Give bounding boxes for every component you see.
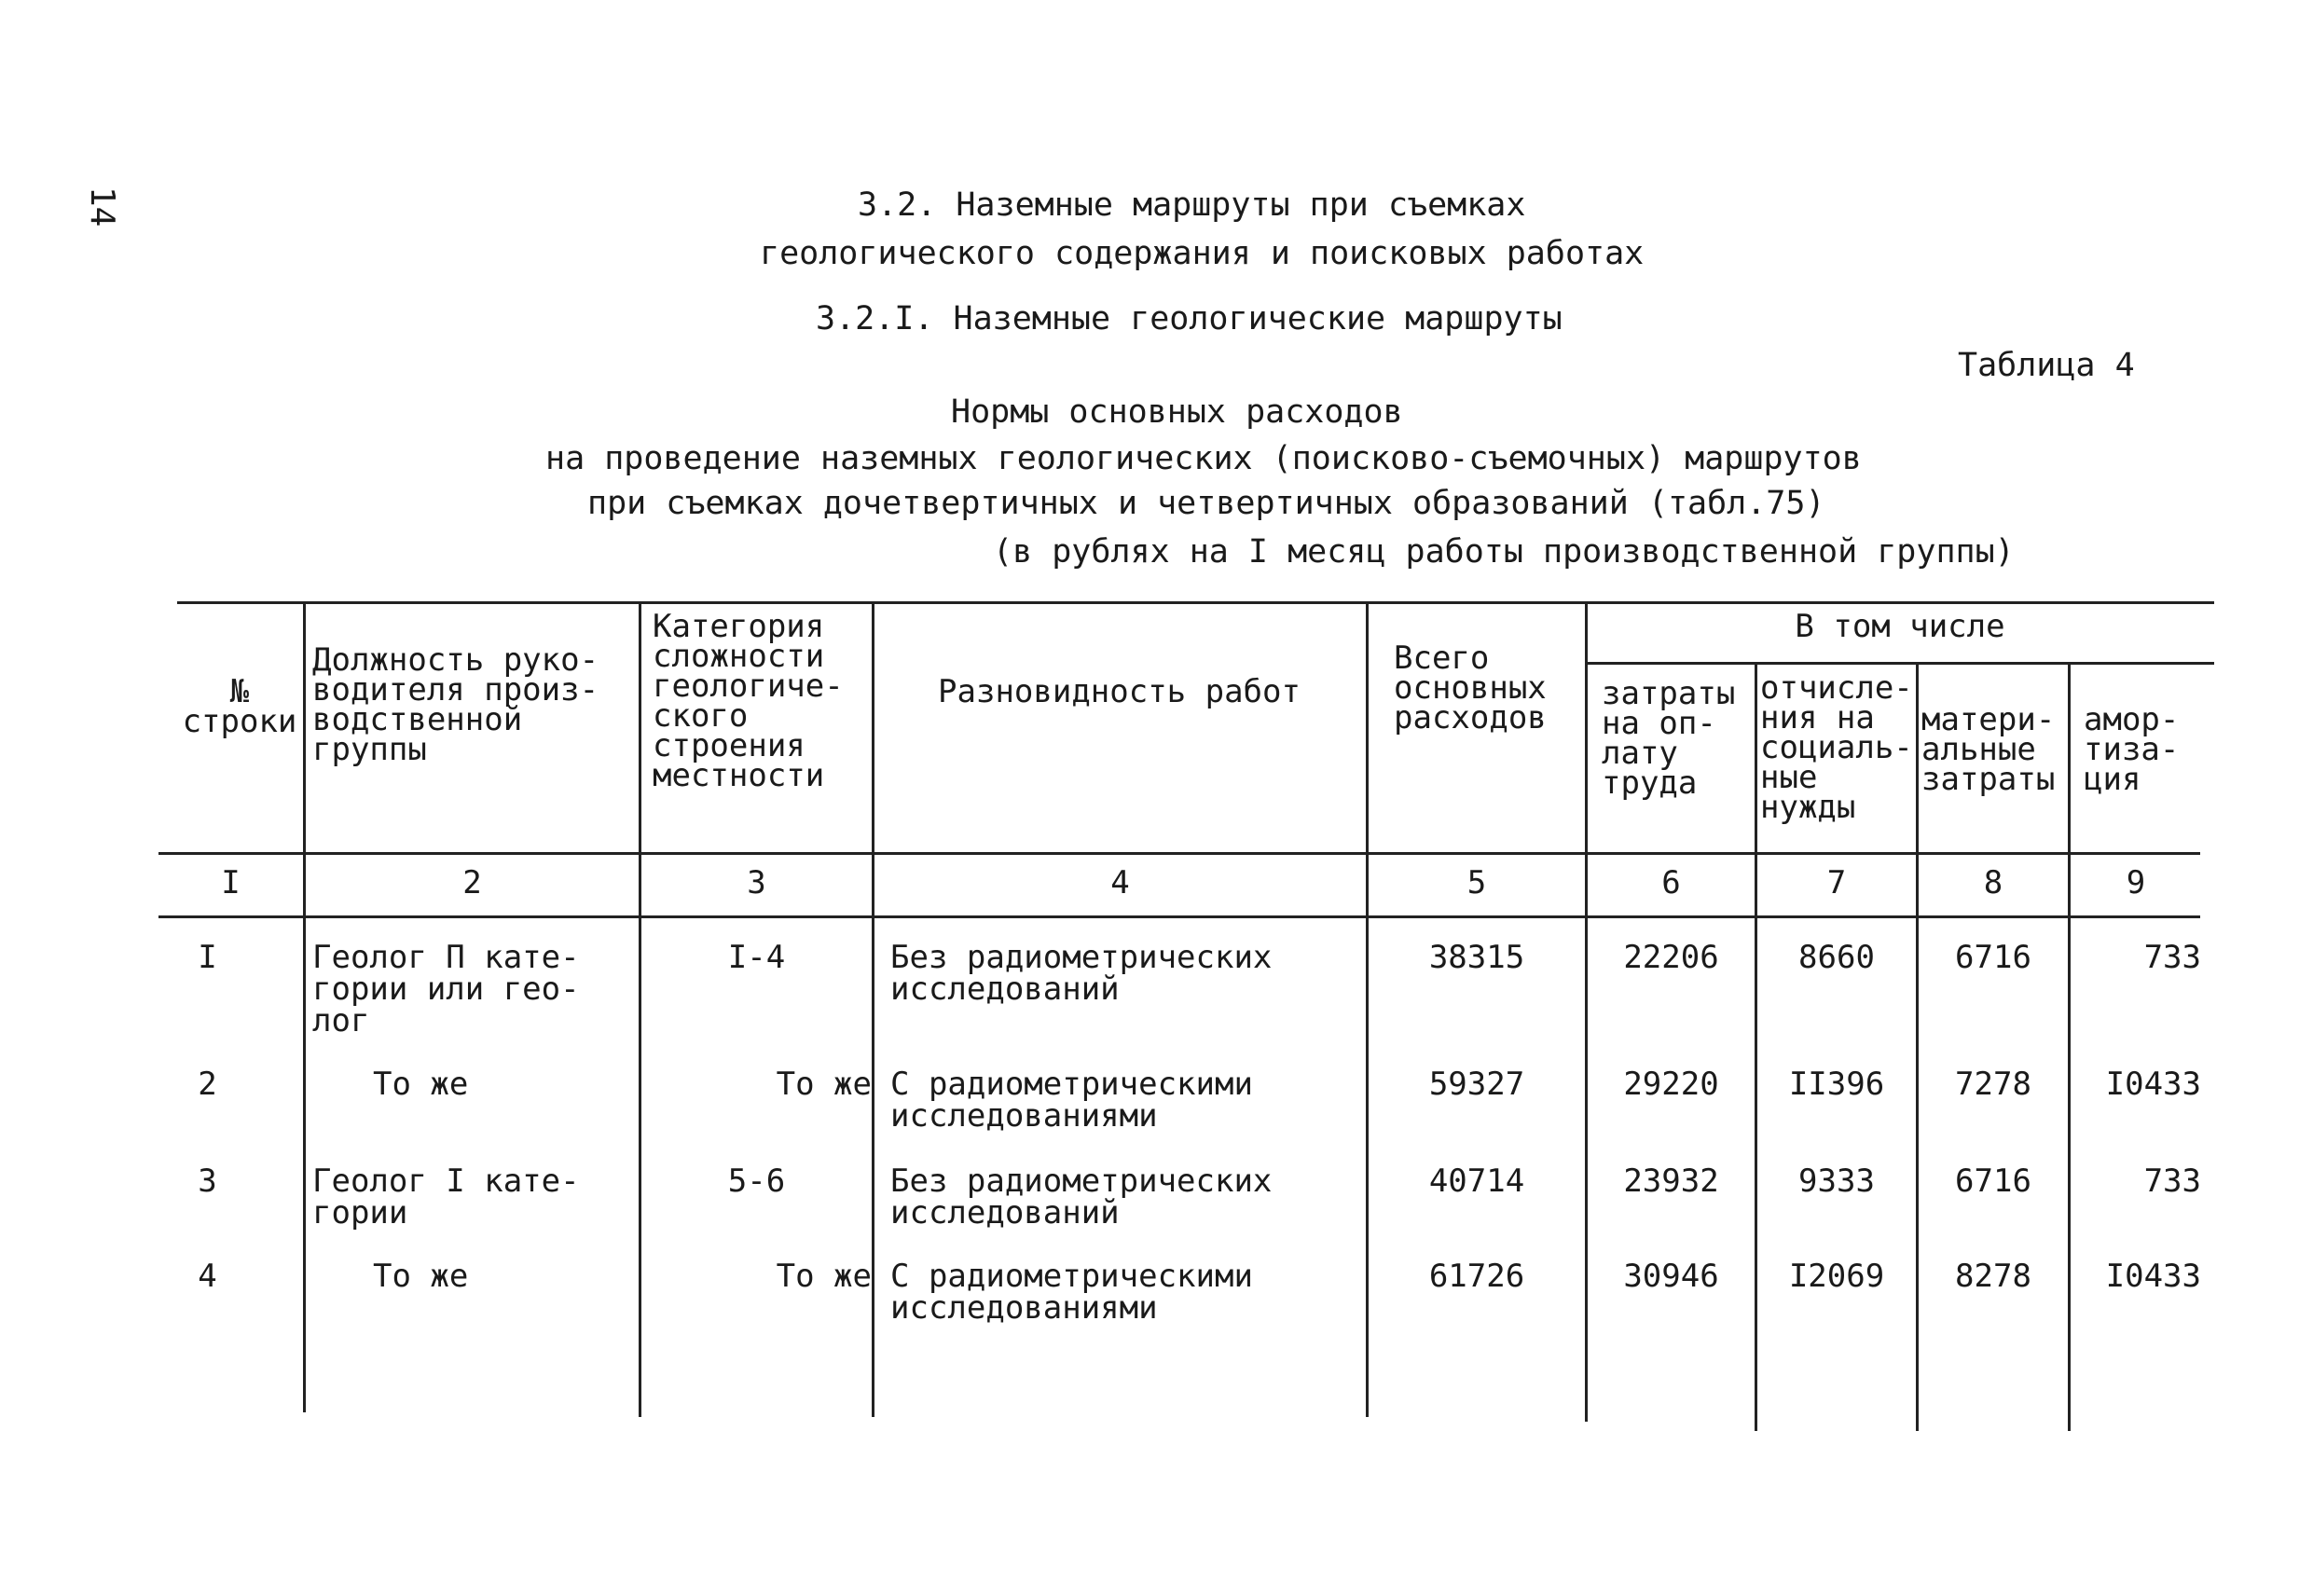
total-cell: 59327 bbox=[1428, 1066, 1525, 1103]
header-work-type: Разновидность работ bbox=[938, 673, 1301, 710]
col-divider-2 bbox=[639, 601, 641, 1417]
social-cell: II396 bbox=[1788, 1066, 1885, 1103]
header-row-number: № строки bbox=[182, 673, 297, 740]
position-cell: То же bbox=[373, 1258, 469, 1295]
header-total: Всего основных расходов bbox=[1394, 640, 1547, 736]
category-cell: То же bbox=[776, 1258, 872, 1295]
category-cell: 5-6 bbox=[727, 1163, 786, 1200]
material-cell: 6716 bbox=[1955, 1163, 2031, 1200]
column-number: 2 bbox=[462, 864, 482, 901]
section-title-line2: геологического содержания и поисковых работах bbox=[760, 235, 1645, 272]
total-cell: 38315 bbox=[1428, 939, 1525, 976]
header-position: Должность руко- водителя произ- водственной группы bbox=[312, 641, 599, 768]
column-numbers-rule bbox=[158, 915, 2200, 918]
col-divider-6 bbox=[1755, 662, 1757, 1431]
material-cell: 7278 bbox=[1955, 1066, 2031, 1103]
row-number: I bbox=[198, 939, 217, 976]
column-number: 3 bbox=[747, 864, 766, 901]
header-social: отчисле- ния на социаль- ные нужды bbox=[1760, 669, 1913, 826]
header-labor: затраты на оп- лату труда bbox=[1602, 675, 1736, 802]
caption-line1: Нормы основных расходов bbox=[951, 393, 1403, 431]
header-category: Категория сложности геологиче- ского строения местности bbox=[653, 608, 844, 794]
amortization-cell: 733 bbox=[2143, 1163, 2201, 1200]
caption-line2: на проведение наземных геологических (поисково-съемочных) маршрутов bbox=[545, 440, 1862, 477]
column-number: I bbox=[221, 864, 241, 901]
caption-line3: при съемках дочетвертичных и четвертичных образований (табл.75) bbox=[587, 485, 1825, 522]
col-divider-4 bbox=[1366, 601, 1369, 1417]
work-type-cell: Без радиометрических исследований bbox=[890, 939, 1273, 1008]
amortization-cell: 733 bbox=[2143, 939, 2201, 976]
column-number: 5 bbox=[1466, 864, 1487, 901]
section-title-line1: 3.2. Наземные маршруты при съемках bbox=[858, 186, 1526, 224]
total-cell: 61726 bbox=[1428, 1258, 1525, 1295]
amortization-cell: I0433 bbox=[2105, 1066, 2201, 1103]
amortization-cell: I0433 bbox=[2105, 1258, 2201, 1295]
material-cell: 6716 bbox=[1955, 939, 2031, 976]
row-number: 2 bbox=[198, 1066, 217, 1103]
column-number: 6 bbox=[1661, 864, 1681, 901]
social-cell: 9333 bbox=[1798, 1163, 1875, 1200]
column-number: 8 bbox=[1983, 864, 2003, 901]
social-cell: 8660 bbox=[1798, 939, 1875, 976]
position-cell: Геолог I кате- гории bbox=[312, 1163, 580, 1231]
labor-cell: 30946 bbox=[1623, 1258, 1719, 1295]
work-type-cell: С радиометрическими исследованиями bbox=[890, 1258, 1253, 1327]
position-cell: Геолог П кате- гории или гео- лог bbox=[312, 939, 580, 1039]
table-label: Таблица 4 bbox=[1958, 347, 2135, 384]
category-cell: То же bbox=[776, 1066, 872, 1103]
subsection-title: 3.2.I. Наземные геологические маршруты bbox=[816, 300, 1563, 337]
col-divider-8 bbox=[2068, 662, 2071, 1431]
header-bottom-rule bbox=[158, 852, 2200, 855]
col-divider-5 bbox=[1585, 601, 1588, 1422]
material-cell: 8278 bbox=[1955, 1258, 2031, 1295]
row-number: 3 bbox=[198, 1163, 217, 1200]
header-material: матери- альные затраты bbox=[1921, 701, 2056, 798]
column-number: 4 bbox=[1110, 864, 1130, 901]
category-cell: I-4 bbox=[727, 939, 786, 976]
row-number: 4 bbox=[198, 1258, 217, 1295]
header-including: В том числе bbox=[1795, 608, 2005, 645]
col-divider-7 bbox=[1916, 662, 1919, 1431]
labor-cell: 29220 bbox=[1623, 1066, 1719, 1103]
social-cell: I2069 bbox=[1788, 1258, 1885, 1295]
col-divider-3 bbox=[872, 601, 874, 1417]
labor-cell: 23932 bbox=[1623, 1163, 1719, 1200]
column-number: 9 bbox=[2126, 864, 2146, 901]
labor-cell: 22206 bbox=[1623, 939, 1719, 976]
table-top-rule bbox=[177, 601, 2214, 604]
page-number: 14 bbox=[83, 186, 121, 227]
group-header-rule bbox=[1585, 662, 2214, 665]
col-divider-1 bbox=[303, 601, 306, 1412]
caption-line4: (в рублях на I месяц работы производственной группы) bbox=[993, 533, 2015, 571]
header-amortization: амор- тиза- ция bbox=[2084, 701, 2180, 798]
column-number: 7 bbox=[1826, 864, 1847, 901]
total-cell: 40714 bbox=[1428, 1163, 1525, 1200]
work-type-cell: Без радиометрических исследований bbox=[890, 1163, 1273, 1231]
position-cell: То же bbox=[373, 1066, 469, 1103]
work-type-cell: С радиометрическими исследованиями bbox=[890, 1066, 1253, 1135]
